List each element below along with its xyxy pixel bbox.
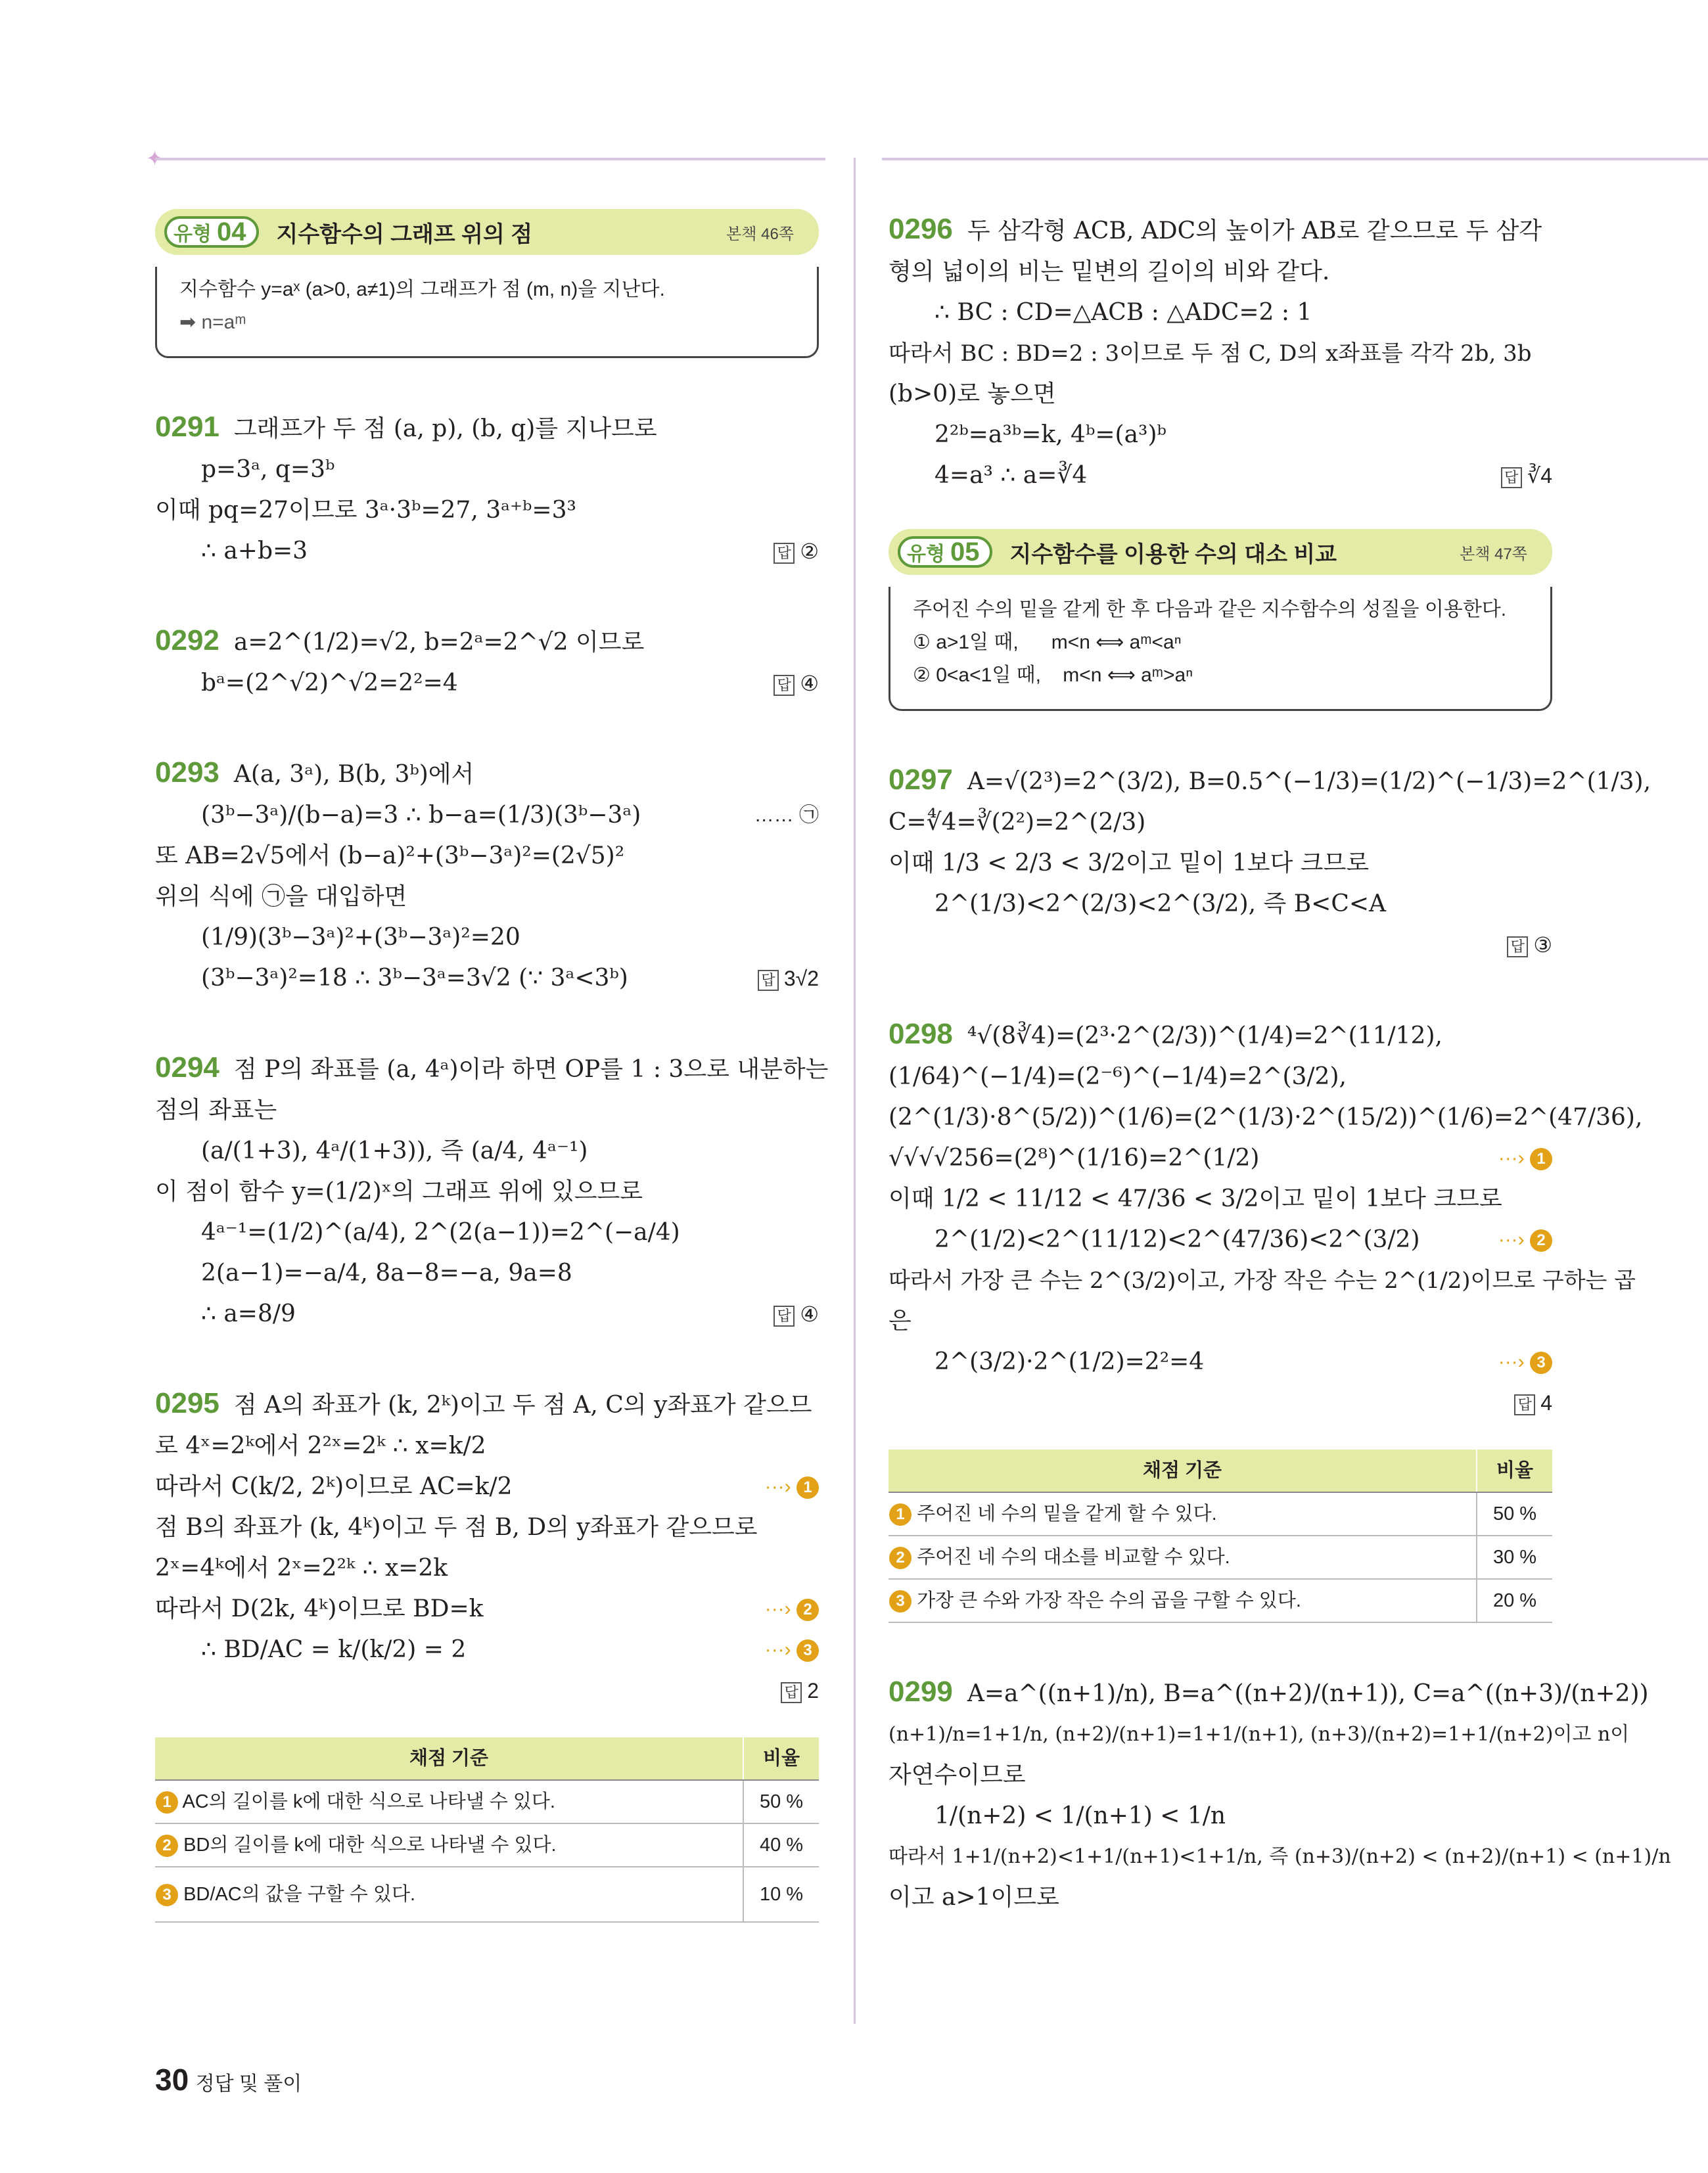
answer-mark-icon: 답 — [1514, 1394, 1535, 1415]
answer-label: 답 ③ — [1507, 925, 1552, 965]
answer-label: 답 3√2 — [758, 958, 819, 999]
problem-number: 0293 — [155, 756, 219, 789]
answer-label: 답 2 — [781, 1670, 819, 1711]
table-row: 1 주어진 네 수의 밑을 같게 할 수 있다. 50 % — [889, 1492, 1552, 1536]
problem-0297: 0297 A=√(2³)=2^(3/2), B=0.5^(−1/3)=(1/2)^(−1/3)=2^(1/3), C=∜4=∛(2²)=2^(2/3) 이때 1/3 < 2/3 < 3/2이고 밑이 1보다 크므로 2^(1/3)<2^(2/3)<2^(3/2), 즉 B<C<A 답 ③ — [889, 760, 1552, 965]
problem-number: 0291 — [155, 411, 219, 443]
step-marker: ···› 2 — [1498, 1220, 1552, 1260]
equation-tag: …… ㉠ — [754, 804, 819, 826]
step-marker: ···› 3 — [1498, 1342, 1552, 1383]
answer-mark-icon: 답 — [1501, 467, 1522, 488]
answer-mark-icon: 답 — [1507, 936, 1528, 957]
textbook-page-ref: 본책 46쪽 — [726, 225, 794, 243]
top-frame-right — [882, 158, 1708, 160]
table-row: 3 가장 큰 수와 가장 작은 수의 곱을 구할 수 있다. 20 % — [889, 1579, 1552, 1622]
page-number: 30 — [155, 2063, 189, 2097]
step-marker: ···› 2 — [765, 1589, 819, 1630]
answer-label: 답 ∛4 — [1501, 455, 1552, 496]
top-frame-left — [155, 158, 825, 160]
problem-0293: 0293 A(a, 3ᵃ), B(b, 3ᵇ)에서 (3ᵇ−3ᵃ)/(b−a)=3 ∴ b−a=(1/3)(3ᵇ−3ᵃ) …… ㉠ 또 AB=2√5에서 (b−a)²+(3ᵇ−3ᵃ)²=(2√5)² 위의 식에 ㉠을 대입하면 (1/9)(3ᵇ−3ᵃ)²+(3ᵇ−3ᵃ)²=20 (3ᵇ−3ᵃ)²=18 ∴ 3ᵇ−3ᵃ=3√2 (∵ 3ᵃ<3ᵇ) 답 3√2 — [155, 752, 819, 999]
problem-0292: 0292 a=2^(1/2)=√2, b=2ᵃ=2^√2 이므로 bᵃ=(2^√2)^√2=2²=4 답 ④ — [155, 620, 819, 704]
problem-0291: 0291 그래프가 두 점 (a, p), (b, q)를 지나므로 p=3ᵃ, q=3ᵇ 이때 pq=27이므로 3ᵃ·3ᵇ=27, 3ᵃ⁺ᵇ=3³ ∴ a+b=3 답 ② — [155, 407, 819, 572]
problem-0294: 0294 점 P의 좌표를 (a, 4ᵃ)이라 하면 OP를 1 : 3으로 내분하는 점의 좌표는 (a/(1+3), 4ᵃ/(1+3)), 즉 (a/4, 4ᵃ⁻¹) 이 점이 함수 y=(1/2)ˣ의 그래프 위에 있으므로 4ᵃ⁻¹=(1/2)^(a/4), 2^(2(a−1))=2^(−a/4) 2(a−1)=−a/4, 8a−8=−a, 9a=8 ∴ a=8/9 답 ④ — [155, 1047, 819, 1335]
type-04-header — [155, 209, 819, 255]
table-row: 3 BD/AC의 값을 구할 수 있다. 10 % — [155, 1867, 819, 1922]
type-title: 지수함수의 그래프 위의 점 — [276, 221, 533, 247]
answer-mark-icon: 답 — [773, 543, 795, 564]
type-title: 지수함수를 이용한 수의 대소 비교 — [1009, 541, 1337, 567]
page-footer — [155, 2062, 302, 2097]
type-badge: 유형 04 — [164, 216, 259, 248]
step-marker: ···› 3 — [765, 1630, 819, 1670]
problem-number: 0295 — [155, 1387, 219, 1419]
right-column — [889, 209, 1671, 1918]
type-05-header — [889, 529, 1552, 575]
answer-mark-icon: 답 — [781, 1682, 802, 1703]
answer-label: 답 4 — [1514, 1383, 1552, 1423]
problem-0296: 0296 두 삼각형 ACB, ADC의 높이가 AB로 같으므로 두 삼각 형의 넓이의 비는 밑변의 길이의 비와 같다. ∴ BC : CD=△ACB : △ADC=2 : 1 따라서 BC : BD=2 : 3이므로 두 점 C, D의 x좌표를 각각 2b, 3b (b>0)로 놓으면 2²ᵇ=a³ᵇ=k, 4ᵇ=(a³)ᵇ 4=a³ ∴ a=∛4 답 ∛4 — [889, 209, 1552, 496]
grading-table-0298: 채점 기준 비율 1 주어진 네 수의 밑을 같게 할 수 있다. 50 % 2 주어진 네 수의 대소를 비교할 수 있다. 30 % 3 가장 큰 수와 가장 작은 수의 곱을 구할 수 있다. 20 % — [889, 1450, 1552, 1623]
type-05-section — [889, 529, 1552, 711]
problem-number: 0294 — [155, 1051, 219, 1084]
table-row: 2 주어진 네 수의 대소를 비교할 수 있다. 30 % — [889, 1536, 1552, 1579]
page-label: 정답 및 풀이 — [195, 2073, 302, 2095]
table-row: 2 BD의 길이를 k에 대한 식으로 나타낼 수 있다. 40 % — [155, 1823, 819, 1867]
type-summary-box: 지수함수 y=aˣ (a>0, a≠1)의 그래프가 점 (m, n)을 지난다. ➡ n=aᵐ — [155, 267, 819, 358]
problem-0299: 0299 A=a^((n+1)/n), B=a^((n+2)/(n+1)), C=a^((n+3)/(n+2)) (n+1)/n=1+1/n, (n+2)/(n+1)=1+1/(n+1), (n+3)/(n+2)=1+1/(n+2)이고 n이 자연수이므로 1/(n+2) < 1/(n+1) < 1/n 따라서 1+1/(n+2)<1+1/(n+1)<1+1/n, 즉 (n+3)/(n+2) < (n+2)/(n+1) < (n+1)/n 이고 a>1이므로 — [889, 1676, 1671, 1911]
table-row: 1 AC의 길이를 k에 대한 식으로 나타낼 수 있다. 50 % — [155, 1780, 819, 1823]
answer-label: 답 ④ — [773, 1294, 819, 1335]
textbook-page-ref: 본책 47쪽 — [1460, 545, 1527, 563]
problem-number: 0292 — [155, 624, 219, 656]
problem-0298: 0298 ⁴√(8∛4)=(2³·2^(2/3))^(1/4)=2^(11/12), (1/64)^(−1/4)=(2⁻⁶)^(−1/4)=2^(3/2), (2^(1/3)·8^(5/2))^(1/6)=(2^(1/3)·2^(15/2))^(1/6)=2^(47/36), √√√√256=(2⁸)^(1/16)=2^(1/2) ···› 1 이때 1/2 < 11/12 < 47/36 < 3/2이고 밑이 1보다 크므로 2^(1/2)<2^(11/12)<2^(47/36)<2^(3/2) ···› 2 따라서 가장 큰 수는 2^(3/2)이고, 가장 작은 수는 2^(1/2)이므로 구하는 곱 은 2^(3/2)·2^(1/2)=2²=4 ···› 3 답 4 채점 기준 비율 1 주어진 네 수의 밑을 같게 할 수 있다. 50 % 2 주어진 네 수의 대소를 비교할 수 있다. 30 % 3 가장 큰 수와 가장 작은 수의 곱을 구할 수 있다. 20 % — [889, 1014, 1552, 1623]
problem-0295: 0295 점 A의 좌표가 (k, 2ᵏ)이고 두 점 A, C의 y좌표가 같으므 로 4ˣ=2ᵏ에서 2²ˣ=2ᵏ ∴ x=k/2 따라서 C(k/2, 2ᵏ)이므로 AC=k/2 ···› 1 점 B의 좌표가 (k, 4ᵏ)이고 두 점 B, D의 y좌표가 같으므로 2ˣ=4ᵏ에서 2ˣ=2²ᵏ ∴ x=2k 따라서 D(2k, 4ᵏ)이므로 BD=k ···› 2 ∴ BD/AC = k/(k/2) = 2 ···› 3 답 2 채점 기준 비율 1 AC의 길이를 k에 대한 식으로 나타낼 수 있다. 50 % 2 BD의 길이를 k에 대한 식으로 나타낼 수 있다. 40 % 3 BD/AC의 값을 구할 수 있다. 10 % — [155, 1383, 819, 1923]
type-summary-box: 주어진 수의 밑을 같게 한 후 다음과 같은 지수함수의 성질을 이용한다. ① a>1일 때, m<n ⟺ aᵐ<aⁿ ② 0<a<1일 때, m<n ⟺ aᵐ>aⁿ — [889, 587, 1552, 711]
problem-number: 0297 — [889, 764, 953, 796]
answer-mark-icon: 답 — [773, 675, 795, 696]
answer-label: 답 ④ — [773, 663, 819, 704]
problem-number: 0298 — [889, 1018, 953, 1050]
problem-number: 0299 — [889, 1676, 953, 1708]
grading-table-0295: 채점 기준 비율 1 AC의 길이를 k에 대한 식으로 나타낼 수 있다. 50 % 2 BD의 길이를 k에 대한 식으로 나타낼 수 있다. 40 % 3 BD/AC의 값을 구할 수 있다. 10 % — [155, 1737, 819, 1923]
step-marker: ···› 1 — [765, 1467, 819, 1507]
problem-number: 0296 — [889, 213, 953, 245]
left-column — [155, 209, 829, 1923]
step-marker: ···› 1 — [1498, 1138, 1552, 1179]
type-badge: 유형 05 — [898, 536, 992, 568]
star-ornament-icon: ✦ — [146, 146, 164, 171]
answer-mark-icon: 답 — [773, 1306, 795, 1327]
answer-mark-icon: 답 — [758, 970, 779, 991]
column-divider — [854, 158, 856, 2024]
answer-label: 답 ② — [773, 531, 819, 572]
type-04-section — [155, 209, 819, 358]
